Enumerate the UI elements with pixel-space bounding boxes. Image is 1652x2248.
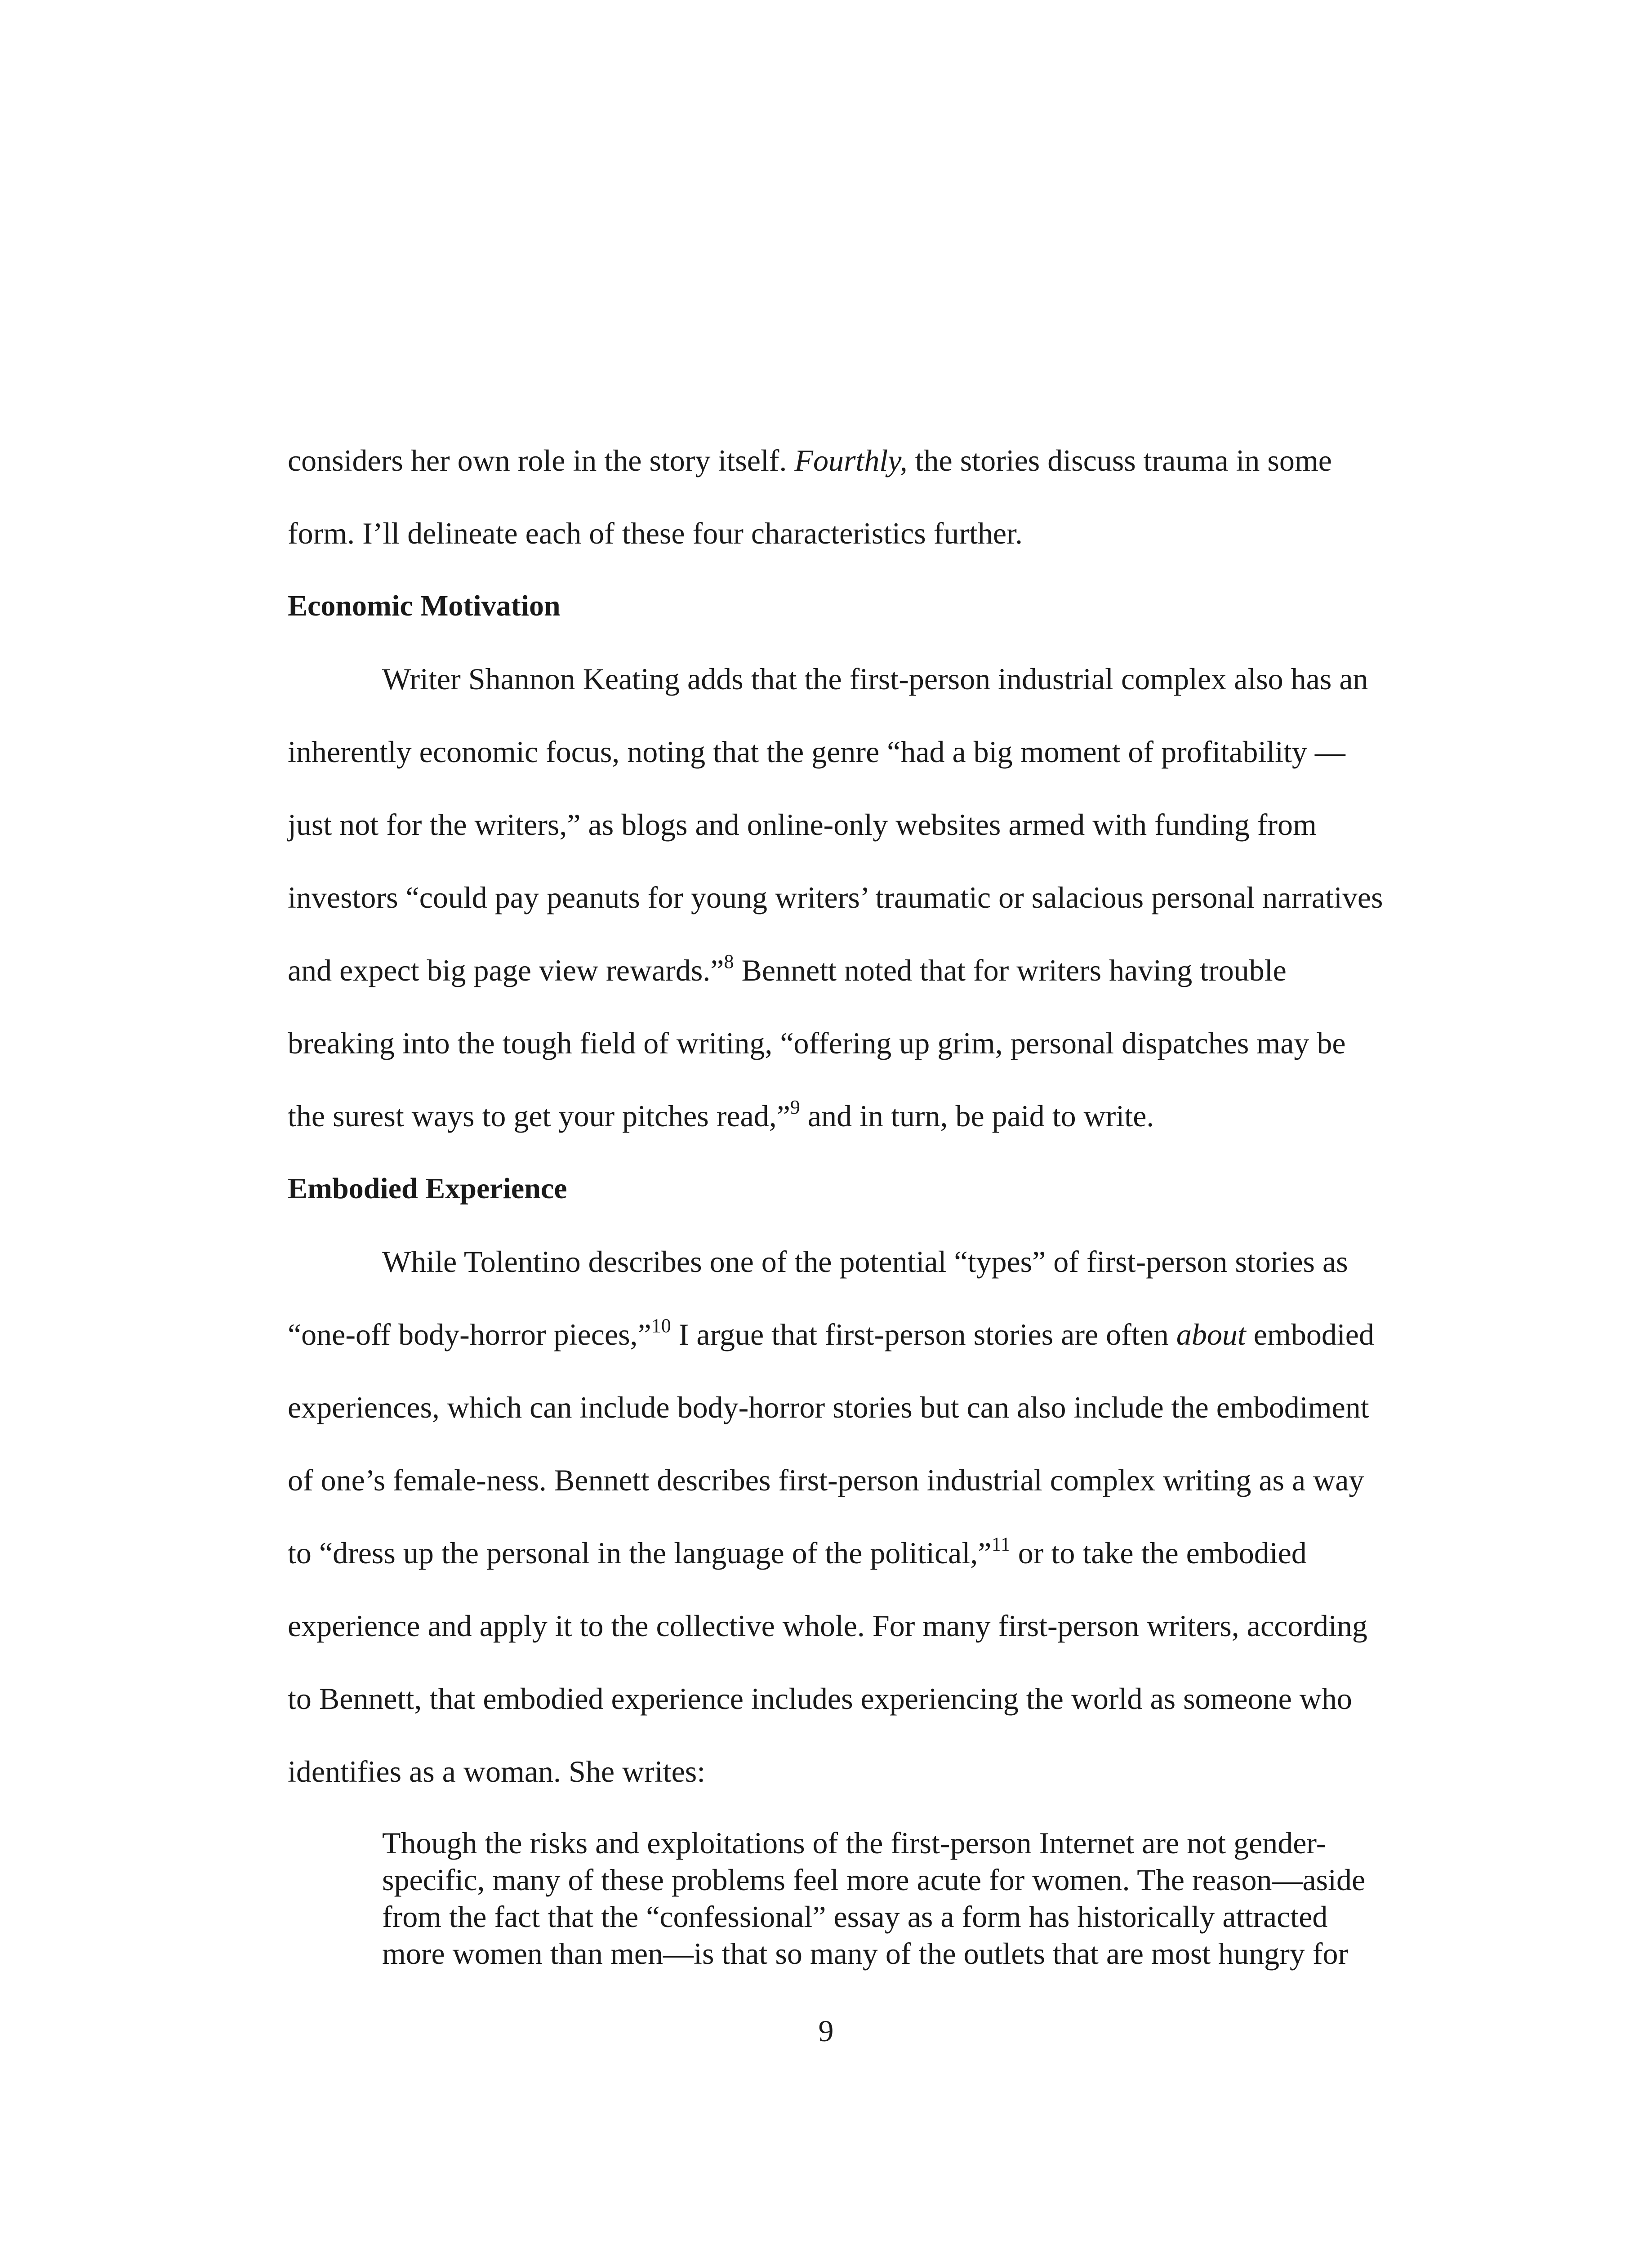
block-quote-line: from the fact that the “confessional” essay as a form has historically attracted <box>382 1900 1328 1934</box>
body-line: to “dress up the personal in the language of the political,”$^{11}$ or to take the embodied <box>288 1533 1307 1570</box>
block-quote-line: specific, many of these problems feel more acute for women. The reason—aside <box>382 1863 1366 1897</box>
body-line: While Tolentino describes one of the potential “types” of first-person stories as <box>382 1244 1348 1279</box>
footnote-marker: 8 <box>724 950 734 973</box>
section-heading-economic-motivation: Economic Motivation <box>288 589 561 622</box>
block-quote-line: Though the risks and exploitations of the first-person Internet are not gender- <box>382 1826 1327 1860</box>
body-line: breaking into the tough field of writing, “offering up grim, personal dispatches may be <box>288 1026 1346 1060</box>
block-quote-line: more women than men—is that so many of the outlets that are most hungry for <box>382 1936 1349 1971</box>
body-line: identifies as a woman. She writes: <box>288 1754 706 1789</box>
body-line: just not for the writers,” as blogs and online-only websites armed with funding from <box>288 807 1317 842</box>
footnote-marker: 10 <box>651 1315 671 1337</box>
body-line: “one-off body-horror pieces,”$^{10}$ I argue that first-person stories are often about embodied <box>288 1315 1374 1351</box>
body-line: form. I’ll delineate each of these four characteristics further. <box>288 516 1023 550</box>
body-line: and expect big page view rewards.”$^8$ Bennett noted that for writers having trouble <box>288 950 1287 987</box>
body-line: experience and apply it to the collective whole. For many first-person writers, according <box>288 1609 1367 1643</box>
body-line: Writer Shannon Keating adds that the first-person industrial complex also has an <box>382 662 1368 696</box>
footnote-marker: 11 <box>991 1533 1011 1556</box>
body-line: to Bennett, that embodied experience includes experiencing the world as someone who <box>288 1682 1352 1716</box>
body-line: of one’s female-ness. Bennett describes first-person industrial complex writing as a way <box>288 1463 1364 1497</box>
section-heading-embodied-experience: Embodied Experience <box>288 1172 567 1205</box>
footnote-marker: 9 <box>790 1096 800 1119</box>
body-line: considers her own role in the story itself. Fourthly, the stories discuss trauma in some <box>288 443 1332 477</box>
body-line: inherently economic focus, noting that the genre “had a big moment of profitability — <box>288 735 1345 769</box>
body-line: investors “could pay peanuts for young writers’ traumatic or salacious personal narratives <box>288 880 1383 914</box>
body-line: the surest ways to get your pitches read,”$^9$ and in turn, be paid to write. <box>288 1096 1154 1133</box>
body-line: experiences, which can include body-horror stories but can also include the embodiment <box>288 1390 1369 1424</box>
page-number: 9 <box>818 2014 834 2048</box>
